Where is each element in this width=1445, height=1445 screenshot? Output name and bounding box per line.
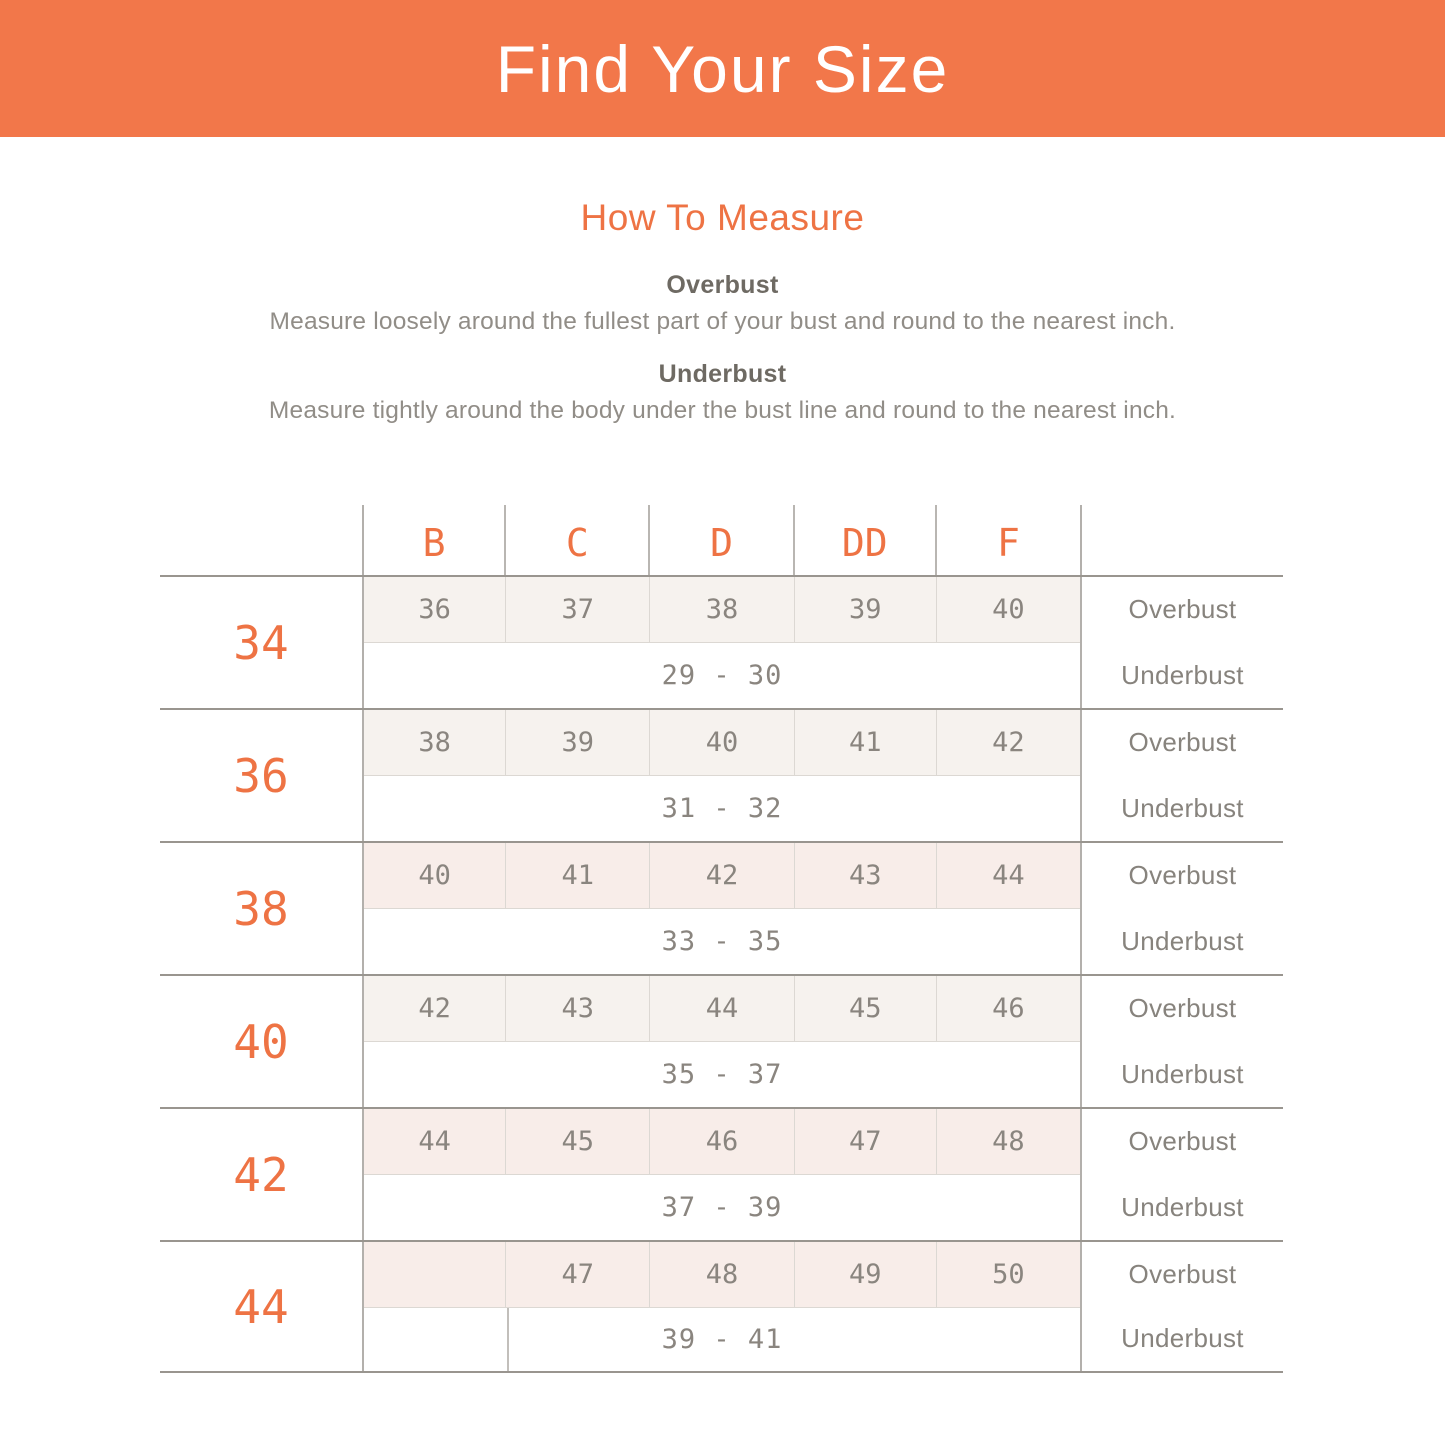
overbust-value-cell: 41 bbox=[795, 710, 937, 775]
how-to-measure-title: How To Measure bbox=[580, 197, 865, 238]
overbust-value-cell: 42 bbox=[937, 710, 1080, 775]
band-40-underbust-range-cell: 35 - 37 bbox=[364, 1042, 1080, 1107]
underbust-row-label: Underbust bbox=[1121, 1323, 1244, 1354]
overbust-row-label: Overbust bbox=[1128, 1258, 1237, 1289]
cup-column-header-c: C bbox=[506, 505, 650, 575]
overbust-value-cell: 48 bbox=[937, 1109, 1080, 1174]
how-to-measure-section bbox=[0, 137, 1445, 425]
overbust-value-cell: 48 bbox=[650, 1242, 794, 1307]
band-36-data bbox=[362, 710, 1082, 841]
overbust-value-cell: 47 bbox=[506, 1242, 650, 1307]
band-34-underbust-range-cell: 29 - 30 bbox=[364, 643, 1080, 708]
overbust-value-cell: 37 bbox=[506, 577, 650, 642]
overbust-value-cell: 46 bbox=[937, 976, 1080, 1041]
band-42-overbust-row bbox=[364, 1109, 1080, 1175]
overbust-value-cell: 40 bbox=[364, 843, 506, 908]
band-44-overbust-row bbox=[364, 1242, 1080, 1308]
overbust-value-cell: 45 bbox=[506, 1109, 650, 1174]
band-40-overbust-row bbox=[364, 976, 1080, 1042]
band-size-label-38: 38 bbox=[233, 881, 289, 936]
overbust-value-cell: 49 bbox=[795, 1242, 937, 1307]
overbust-value-cell: 43 bbox=[795, 843, 937, 908]
size-chart-table bbox=[160, 505, 1283, 1373]
band-size-label-36: 36 bbox=[233, 748, 289, 803]
cup-column-header-dd: DD bbox=[795, 505, 937, 575]
cup-columns-header bbox=[362, 505, 1082, 575]
overbust-value-cell: 42 bbox=[650, 843, 794, 908]
cup-header-row bbox=[160, 505, 1283, 575]
band-40-row-labels bbox=[1082, 976, 1283, 1107]
band-42-row-labels bbox=[1082, 1109, 1283, 1240]
overbust-instruction-block bbox=[0, 271, 1445, 336]
band-44-underbust-range-cell: 39 - 41 bbox=[364, 1308, 1080, 1371]
band-size-label-40: 40 bbox=[233, 1014, 289, 1069]
overbust-row-label: Overbust bbox=[1128, 860, 1237, 891]
band-column-spacer bbox=[160, 505, 362, 575]
band-34-data bbox=[362, 577, 1082, 708]
band-44-data bbox=[362, 1242, 1082, 1371]
overbust-heading: Overbust bbox=[666, 271, 779, 299]
overbust-row-label: Overbust bbox=[1128, 594, 1237, 625]
overbust-value-cell: 45 bbox=[795, 976, 937, 1041]
overbust-value-cell: 42 bbox=[364, 976, 506, 1041]
underbust-heading: Underbust bbox=[658, 360, 787, 388]
band-group-40 bbox=[160, 974, 1283, 1107]
band-38-data bbox=[362, 843, 1082, 974]
band-36-underbust-range-cell: 31 - 32 bbox=[364, 776, 1080, 841]
band-group-36 bbox=[160, 708, 1283, 841]
cup-column-header-f: F bbox=[996, 521, 1020, 565]
row-labels-spacer bbox=[1082, 505, 1283, 575]
page-title: Find Your Size bbox=[495, 31, 950, 106]
band-38-overbust-row bbox=[364, 843, 1080, 909]
underbust-row-label: Underbust bbox=[1121, 1191, 1244, 1222]
band-44-row-labels bbox=[1082, 1242, 1283, 1371]
overbust-value-cell: 46 bbox=[650, 1109, 794, 1174]
underbust-row-label: Underbust bbox=[1121, 659, 1244, 690]
band-34-row-labels bbox=[1082, 577, 1283, 708]
overbust-value-cell: 40 bbox=[650, 710, 794, 775]
overbust-row-label: Overbust bbox=[1128, 993, 1237, 1024]
underbust-instruction-block bbox=[0, 360, 1445, 425]
underbust-row-label: Underbust bbox=[1121, 792, 1244, 823]
overbust-value-cell bbox=[364, 1242, 506, 1307]
band-group-34 bbox=[160, 575, 1283, 708]
band-size-label-42: 42 bbox=[233, 1147, 289, 1202]
underbust-row-label: Underbust bbox=[1121, 925, 1244, 956]
band-group-42 bbox=[160, 1107, 1283, 1240]
overbust-value-cell: 36 bbox=[364, 577, 506, 642]
overbust-value-cell: 44 bbox=[650, 976, 794, 1041]
overbust-value-cell: 38 bbox=[364, 710, 506, 775]
underbust-cell-divider bbox=[507, 1308, 509, 1371]
overbust-value-cell: 44 bbox=[364, 1109, 506, 1174]
band-34-overbust-row bbox=[364, 577, 1080, 643]
overbust-value-cell: 44 bbox=[937, 843, 1080, 908]
band-36-row-labels bbox=[1082, 710, 1283, 841]
overbust-value-cell: 39 bbox=[506, 710, 650, 775]
band-42-underbust-range-cell: 37 - 39 bbox=[364, 1175, 1080, 1240]
band-42-data bbox=[362, 1109, 1082, 1240]
overbust-instructions: Measure loosely around the fullest part of your bust and round to the nearest inch. bbox=[269, 308, 1176, 335]
underbust-instructions: Measure tightly around the body under the bust line and round to the nearest inch. bbox=[268, 397, 1177, 424]
band-size-label-34: 34 bbox=[233, 615, 289, 670]
overbust-row-label: Overbust bbox=[1128, 1126, 1237, 1157]
band-36-overbust-row bbox=[364, 710, 1080, 776]
underbust-row-label: Underbust bbox=[1121, 1058, 1244, 1089]
overbust-row-label: Overbust bbox=[1128, 727, 1237, 758]
cup-column-header-b: B bbox=[364, 505, 506, 575]
overbust-value-cell: 50 bbox=[937, 1242, 1080, 1307]
overbust-value-cell: 47 bbox=[795, 1109, 937, 1174]
band-38-underbust-range-cell: 33 - 35 bbox=[364, 909, 1080, 974]
band-group-38 bbox=[160, 841, 1283, 974]
header-banner bbox=[0, 0, 1445, 137]
band-size-label-44: 44 bbox=[233, 1279, 289, 1334]
cup-column-header-d: D bbox=[650, 505, 794, 575]
band-group-44 bbox=[160, 1240, 1283, 1373]
overbust-value-cell: 40 bbox=[937, 577, 1080, 642]
overbust-value-cell: 43 bbox=[506, 976, 650, 1041]
overbust-value-cell: 41 bbox=[506, 843, 650, 908]
band-38-row-labels bbox=[1082, 843, 1283, 974]
overbust-value-cell: 39 bbox=[795, 577, 937, 642]
band-40-data bbox=[362, 976, 1082, 1107]
overbust-value-cell: 38 bbox=[650, 577, 794, 642]
